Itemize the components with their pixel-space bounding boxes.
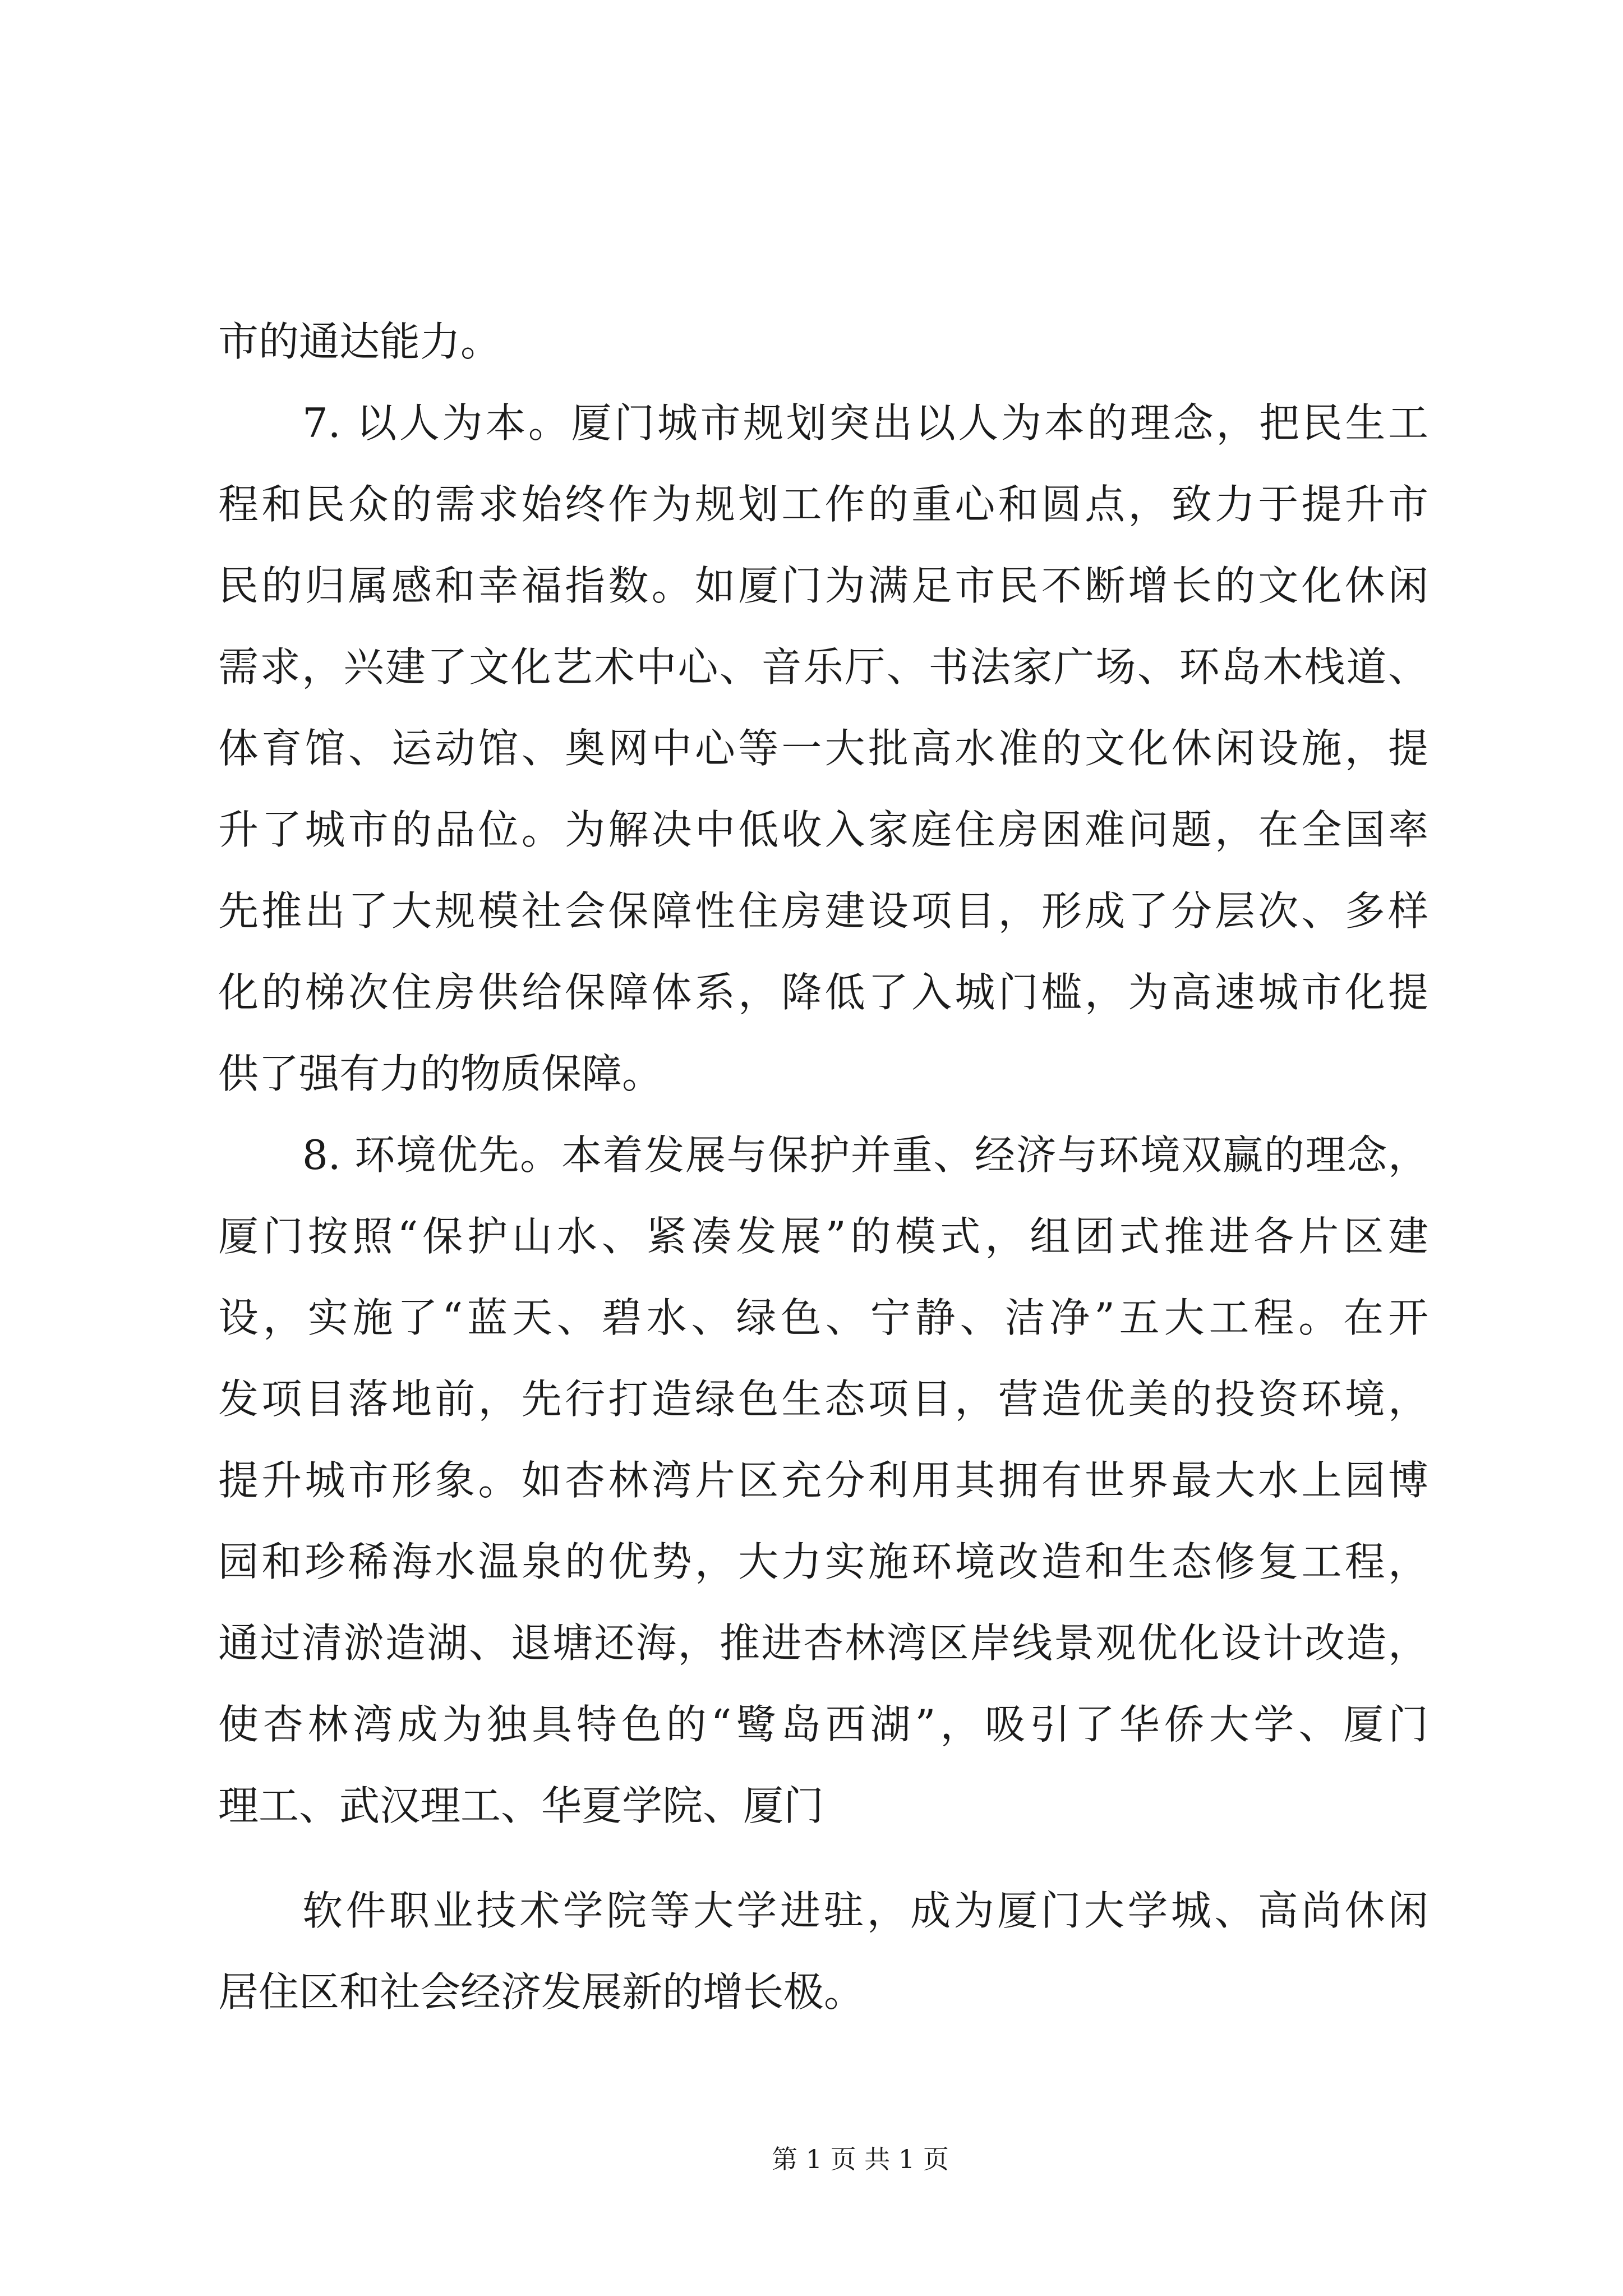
text-line: 民的归属感和幸福指数。如厦门为满足市民不断增长的文化休闲 (218, 562, 1428, 609)
text-line: 体育馆、运动馆、奥网中心等一大批高水准的文化休闲设施，提 (218, 725, 1428, 772)
text-line: 需求，兴建了文化艺术中心、音乐厅、书法家广场、环岛木栈道、 (218, 643, 1428, 691)
body-text-continued (218, 1870, 1428, 2033)
text-line: 供了强有力的物质保障。 (218, 1050, 663, 1097)
text-line: 软件职业技术学院等大学进驻，成为厦门大学城、高尚休闲 (302, 1887, 1428, 1934)
paragraph (218, 301, 1428, 383)
text-line: 理工、武汉理工、华夏学院、厦门 (218, 1782, 824, 1829)
paragraph-environment-first (218, 1115, 1428, 1847)
text-line: 通过清淤造湖、退塘还海，推进杏林湾区岸线景观优化设计改造， (218, 1619, 1428, 1667)
text-line: 厦门按照“保护山水、紧凑发展”的模式，组团式推进各片区建 (218, 1213, 1428, 1260)
text-line: 先推出了大规模社会保障性住房建设项目，形成了分层次、多样 (218, 887, 1428, 935)
paragraph-people-first (218, 383, 1428, 1115)
text-line: 化的梯次住房供给保障体系，降低了入城门槛，为高速城市化提 (218, 969, 1428, 1016)
text-line: 市的通达能力。 (218, 318, 501, 365)
page-number-footer: 第 1 页 共 1 页 (772, 2144, 949, 2174)
text-line: 发项目落地前，先行打造绿色生态项目，营造优美的投资环境， (218, 1375, 1428, 1423)
text-line: 使杏林湾成为独具特色的“鹭岛西湖”，吸引了华侨大学、厦门 (218, 1701, 1428, 1748)
text-line: 升了城市的品位。为解决中低收入家庭住房困难问题，在全国率 (218, 806, 1428, 853)
text-line: 程和民众的需求始终作为规划工作的重心和圆点，致力于提升市 (218, 481, 1428, 528)
text-line: 园和珍稀海水温泉的优势，大力实施环境改造和生态修复工程， (218, 1538, 1428, 1585)
paragraph (218, 1870, 1428, 2033)
body-text (218, 301, 1428, 1847)
text-line: 居住区和社会经济发展新的增长极。 (218, 1968, 865, 2016)
text-line: 8. 环境优先。本着发展与保护并重、经济与环境双赢的理念， (302, 1131, 1428, 1179)
text-line: 7. 以人为本。厦门城市规划突出以人为本的理念，把民生工 (302, 399, 1428, 447)
text-line: 设，实施了“蓝天、碧水、绿色、宁静、洁净”五大工程。在开 (218, 1294, 1428, 1341)
text-line: 提升城市形象。如杏林湾片区充分利用其拥有世界最大水上园博 (218, 1457, 1428, 1504)
